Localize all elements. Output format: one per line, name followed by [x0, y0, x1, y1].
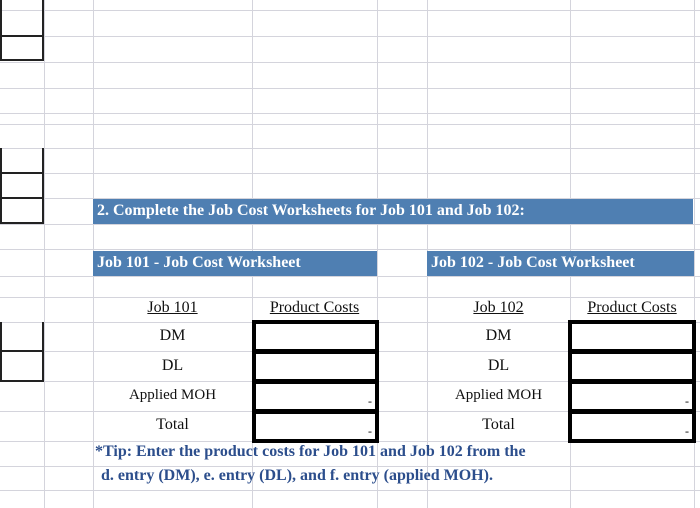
tip-line-1: *Tip: Enter the product costs for Job 101 and Job 102 from the — [95, 443, 526, 460]
job-102-dl-input[interactable] — [568, 350, 696, 383]
job-102-total-input[interactable] — [568, 410, 696, 443]
cell-border — [0, 197, 44, 199]
gridline — [0, 224, 700, 225]
job-101-row-label-dm: DM — [159, 327, 186, 344]
gridline — [44, 0, 45, 508]
gridline — [0, 62, 700, 63]
cell-border — [0, 350, 44, 352]
job-101-product-costs-label: Product Costs — [269, 299, 360, 316]
cell-border — [0, 0, 2, 60]
gridline — [0, 124, 700, 125]
job-102-header: Job 102 - Job Cost Worksheet — [427, 251, 694, 276]
gridline — [0, 249, 700, 250]
gridline — [0, 10, 700, 11]
cell-value: - — [368, 394, 372, 408]
gridline — [0, 297, 700, 298]
cell-border — [0, 222, 44, 224]
job-101-row-label-applied-moh: Applied MOH — [128, 387, 217, 403]
gridline — [0, 276, 700, 277]
cell-border — [42, 148, 44, 224]
cell-border — [42, 322, 44, 382]
cell-value: - — [685, 394, 689, 408]
gridline — [0, 113, 700, 114]
job-101-row-label-dl: DL — [161, 357, 184, 374]
tip-line-2: d. entry (DM), e. entry (DL), and f. entry (applied MOH). — [101, 467, 493, 484]
gridline — [0, 490, 700, 491]
job-102-label: Job 102 — [473, 299, 524, 316]
job-102-row-label-applied-moh: Applied MOH — [454, 387, 543, 403]
job-101-dl-input[interactable] — [252, 350, 379, 383]
cell-value: - — [368, 424, 372, 438]
job-101-row-label-total: Total — [156, 416, 189, 433]
cell-border — [0, 35, 44, 37]
gridline — [0, 148, 700, 149]
gridline — [0, 36, 700, 37]
job-101-applied-moh-input[interactable] — [252, 380, 379, 413]
cell-border — [0, 59, 44, 61]
section-title: 2. Complete the Job Cost Worksheets for Job 101 and Job 102: — [93, 199, 693, 224]
job-101-header: Job 101 - Job Cost Worksheet — [93, 251, 377, 276]
job-101-total-input[interactable] — [252, 410, 379, 443]
job-101-dm-input[interactable] — [252, 320, 379, 353]
cell-border — [0, 322, 2, 382]
cell-border — [0, 148, 2, 224]
job-102-row-label-total: Total — [482, 416, 515, 433]
job-102-row-label-dm: DM — [485, 327, 512, 344]
job-102-applied-moh-input[interactable] — [568, 380, 696, 413]
job-102-product-costs-label: Product Costs — [587, 299, 677, 316]
cell-border — [42, 0, 44, 60]
gridline — [0, 88, 700, 89]
job-102-row-label-dl: DL — [487, 357, 510, 374]
job-102-dm-input[interactable] — [568, 320, 696, 353]
cell-value: - — [685, 424, 689, 438]
cell-border — [0, 172, 44, 174]
cell-border — [0, 380, 44, 382]
job-101-label: Job 101 — [147, 299, 198, 316]
gridline — [0, 173, 700, 174]
